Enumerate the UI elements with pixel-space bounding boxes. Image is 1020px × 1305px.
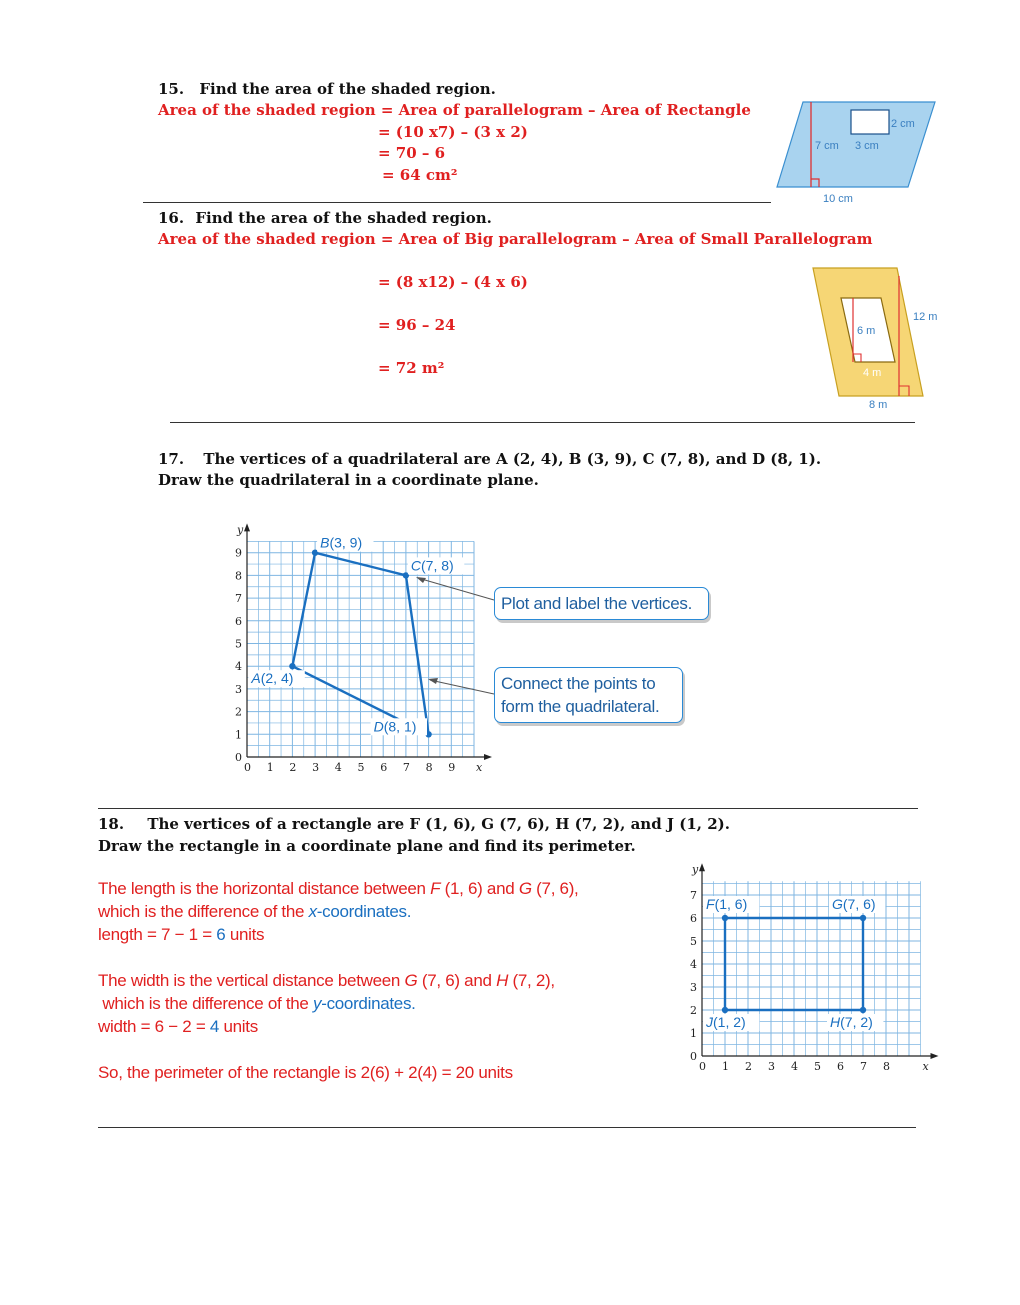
x-tick-label: 6 [380, 761, 388, 774]
q18-width-text-d: which is the difference of the [98, 994, 313, 1013]
q15-answer-line4: = 64 cm² [382, 166, 458, 184]
vertex-label-letter: C [410, 557, 422, 574]
vertex-point-j [722, 1007, 728, 1013]
q18-length-f: F [430, 879, 441, 898]
y-tick-label: 8 [235, 569, 242, 583]
q16-answer-line1: Area of the shaded region = Area of Big parallelogram – Area of Small Parallelogram [158, 230, 873, 248]
q18-width-line1 [98, 971, 555, 991]
q16-label-outer-height: 12 m [913, 311, 938, 323]
vertex-label-coords: (8, 1) [383, 718, 417, 735]
vertex-label-a [250, 670, 293, 686]
x-tick-label: 4 [334, 761, 342, 774]
vertex-point-h [860, 1007, 866, 1013]
y-tick-label: 1 [235, 728, 242, 742]
q18-question-line2: Draw the rectangle in a coordinate plane and find its perimeter. [98, 837, 636, 855]
q16-answer-line3: = 96 – 24 [378, 316, 456, 334]
q17-question-line1 [158, 450, 821, 468]
y-tick-label: 0 [690, 1050, 697, 1063]
x-tick-label: 1 [266, 761, 274, 774]
y-tick-label: 3 [690, 981, 697, 994]
x-tick-label: 5 [814, 1060, 821, 1073]
vertex-point-a [289, 663, 295, 669]
divider-4 [98, 1127, 916, 1128]
y-tick-label: 0 [235, 751, 242, 764]
q18-length-line1 [98, 879, 578, 899]
q15-answer-line2: = (10 x7) – (3 x 2) [378, 123, 528, 141]
x-tick-label: 9 [448, 761, 456, 774]
q18-width-text-b: (7, 6) and [417, 971, 497, 990]
q17-number: 17. [158, 450, 185, 468]
x-axis-label: x [476, 761, 483, 774]
x-tick-label: 3 [312, 761, 320, 774]
callout2-arrowhead [428, 678, 438, 684]
x-tick-label: 0 [244, 761, 251, 774]
vertex-label-f [706, 896, 747, 912]
x-tick-label: 2 [745, 1060, 752, 1073]
q18-length-text-d: which is the difference of the [98, 902, 309, 921]
y-tick-label: 2 [690, 1004, 697, 1017]
q18-width-text-a: The width is the vertical distance between [98, 971, 405, 990]
vertex-label-letter: G [832, 896, 843, 912]
q15-number: 15. [158, 80, 185, 98]
vertex-label-h [830, 1014, 873, 1030]
q18-width-units: units [219, 1017, 258, 1036]
divider-1 [143, 202, 771, 203]
q18-width-h: H [496, 971, 509, 990]
y-tick-label: 7 [235, 592, 242, 606]
y-axis-arrow [699, 863, 705, 871]
y-axis-arrow [244, 523, 250, 531]
q18-width-g: G [404, 971, 418, 990]
q18-length-value: 6 [216, 925, 226, 944]
q18-length-text-a: The length is the horizontal distance between [98, 879, 431, 898]
q15-label-base: 10 cm [823, 193, 853, 205]
vertex-label-d [374, 718, 417, 734]
q18-width-text-coords: -coordinates. [321, 994, 416, 1013]
y-tick-label: 6 [690, 912, 697, 925]
y-tick-label: 7 [690, 889, 697, 902]
vertex-point-g [860, 915, 866, 921]
divider-3 [98, 808, 918, 809]
x-tick-label: 1 [722, 1060, 729, 1073]
q16-label-outer-base: 8 m [869, 399, 888, 411]
q15-label-height: 7 cm [815, 140, 839, 152]
q16-question-text: Find the area of the shaded region. [195, 209, 492, 227]
x-tick-label: 7 [860, 1060, 867, 1073]
vertex-label-letter: J [706, 1014, 713, 1030]
y-tick-label: 3 [235, 682, 242, 696]
x-tick-label: 0 [699, 1060, 706, 1073]
vertex-label-letter: B [320, 534, 330, 551]
vertex-label-letter: H [830, 1014, 841, 1030]
y-axis-label: y [692, 863, 699, 877]
y-tick-label: 5 [690, 935, 697, 948]
x-tick-label: 7 [402, 761, 410, 774]
y-tick-label: 5 [235, 637, 242, 651]
q18-length-line2 [98, 902, 411, 922]
x-axis-arrow [931, 1053, 939, 1059]
q18-number: 18. [98, 815, 125, 833]
y-tick-label: 4 [690, 958, 697, 971]
q16-answer-line4: = 72 m² [378, 359, 445, 377]
vertex-label-coords: (2, 4) [260, 670, 294, 687]
vertex-label-coords: (1, 6) [714, 896, 748, 912]
vertex-label-coords: (7, 2) [840, 1014, 873, 1030]
vertex-label-g [832, 896, 876, 912]
q18-width-value: 4 [209, 1017, 220, 1036]
q16-label-inner-height: 6 m [857, 325, 876, 337]
x-tick-label: 5 [357, 761, 365, 774]
q17-question-line2: Draw the quadrilateral in a coordinate plane. [158, 471, 539, 489]
q18-length-text-b: (1, 6) and [440, 879, 519, 898]
q18-width-line2 [98, 994, 416, 1014]
q15-rectangle-hole [851, 110, 889, 134]
q18-line1-text: The vertices of a rectangle are F (1, 6), G (7, 6), H (7, 2), and J (1, 2). [147, 815, 730, 833]
q18-length-x: x [308, 902, 317, 921]
q18-length-calc-a: length = 7 − 1 = [98, 925, 217, 944]
x-axis-arrow [484, 754, 492, 760]
q16-question [158, 209, 492, 227]
y-tick-label: 1 [690, 1027, 697, 1040]
x-tick-label: 3 [768, 1060, 775, 1073]
q17-callout-plot: Plot and label the vertices. [494, 587, 709, 620]
q15-answer-line1: Area of the shaded region = Area of parallelogram – Area of Rectangle [158, 101, 751, 119]
y-axis-label: y [237, 523, 244, 537]
q15-label-rect: 3 cm [855, 140, 879, 152]
vertex-label-coords: (1, 2) [713, 1014, 746, 1030]
q18-length-text-c: (7, 6), [531, 879, 579, 898]
y-tick-label: 9 [235, 546, 242, 560]
vertex-label-j [705, 1014, 746, 1030]
vertex-label-letter: D [373, 718, 384, 735]
q15-question [158, 80, 496, 98]
vertex-label-letter: F [706, 896, 715, 912]
q16-parallelogram-figure [805, 262, 955, 412]
q18-length-units: units [225, 925, 265, 944]
q18-length-g: G [518, 879, 532, 898]
q18-width-text-c: (7, 2), [508, 971, 555, 990]
y-tick-label: 4 [235, 660, 242, 674]
q15-question-text: Find the area of the shaded region. [199, 80, 496, 98]
q17-callout-pointers [410, 572, 500, 702]
vertex-label-coords: (7, 6) [842, 896, 876, 912]
q18-coordinate-graph [680, 863, 929, 1076]
vertex-point-f [722, 915, 728, 921]
x-tick-label: 2 [289, 761, 297, 774]
q18-perimeter: So, the perimeter of the rectangle is 2(6) + 2(4) = 20 units [98, 1063, 513, 1082]
callout1-arrowhead [416, 577, 426, 583]
q16-number: 16. [158, 209, 185, 227]
q17-line1-text: The vertices of a quadrilateral are A (2, 4), B (3, 9), C (7, 8), and D (8, 1). [203, 450, 822, 468]
callout1-pointer-line [418, 578, 494, 600]
q18-question-line1 [98, 815, 730, 833]
q15-parallelogram-figure [775, 97, 940, 209]
q18-length-calc [98, 925, 264, 945]
q17-callout-connect: Connect the points to form the quadrilateral. [494, 667, 683, 723]
q15-label-top: 2 cm [891, 118, 915, 130]
q15-answer-line3: = 70 – 6 [378, 144, 446, 162]
q16-answer-line2: = (8 x12) – (4 x 6) [378, 273, 528, 291]
vertex-label-coords: (7, 8) [421, 557, 454, 574]
vertex-label-b [320, 535, 362, 551]
q18-length-text-coords: -coordinates. [316, 902, 412, 921]
vertex-label-letter: A [251, 670, 261, 687]
q16-label-inner-base: 4 m [863, 367, 882, 379]
x-axis-label: x [922, 1060, 929, 1073]
x-tick-label: 4 [791, 1060, 798, 1073]
q18-width-calc-a: width = 6 − 2 = [98, 1017, 210, 1036]
q18-width-y: y [313, 994, 322, 1013]
x-tick-label: 8 [425, 761, 433, 774]
y-tick-label: 6 [235, 614, 242, 628]
callout2-pointer-line [430, 680, 494, 694]
divider-2 [170, 422, 915, 423]
vertex-label-c [411, 557, 454, 573]
y-tick-label: 2 [235, 705, 242, 719]
vertex-label-coords: (3, 9) [329, 534, 363, 551]
x-tick-label: 8 [883, 1060, 890, 1073]
x-tick-label: 6 [837, 1060, 844, 1073]
q18-width-calc [98, 1017, 258, 1037]
